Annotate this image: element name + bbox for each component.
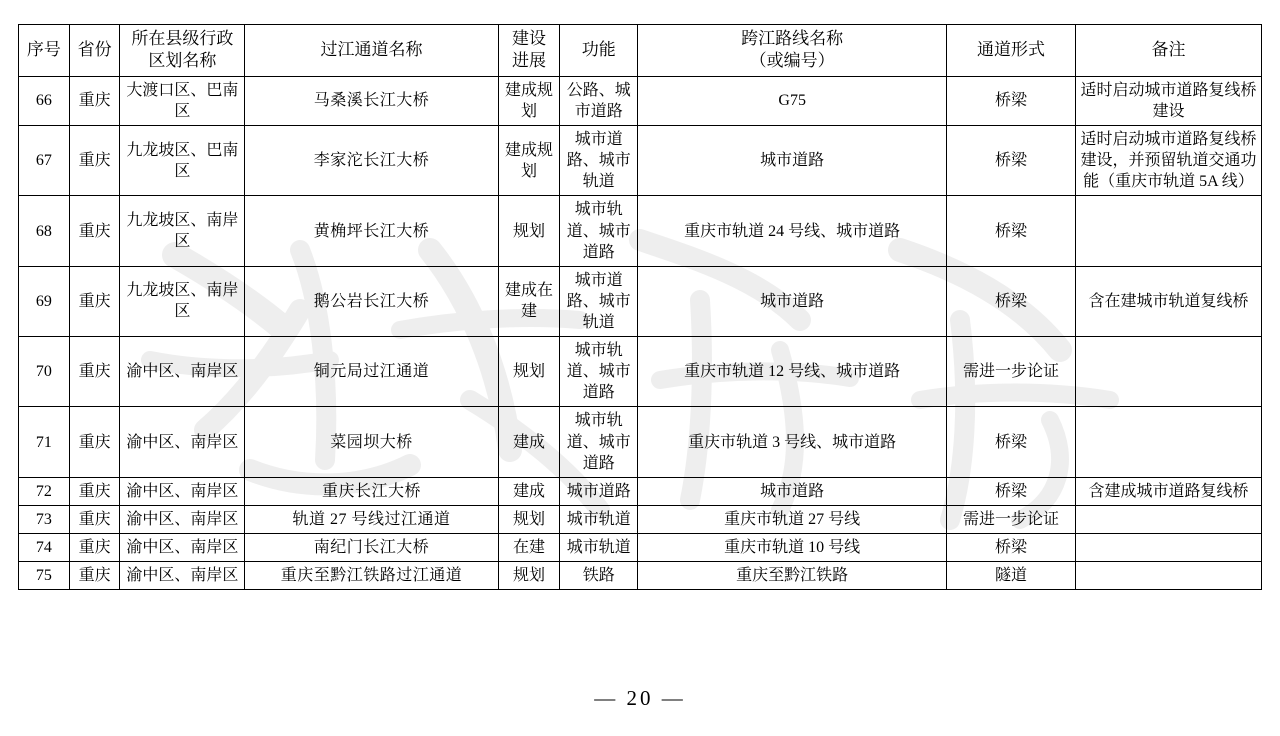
cell-remark — [1075, 196, 1261, 266]
cell-route: 重庆市轨道 24 号线、城市道路 — [638, 196, 947, 266]
cell-form: 隧道 — [946, 562, 1075, 590]
cell-function: 铁路 — [560, 562, 638, 590]
cell-province: 重庆 — [69, 76, 120, 125]
cell-name: 黄桷坪长江大桥 — [245, 196, 499, 266]
cell-function: 城市轨道、城市道路 — [560, 407, 638, 477]
header-county-line1: 所在县级行政 — [131, 29, 234, 48]
cell-province: 重庆 — [69, 533, 120, 561]
cell-function: 城市道路、城市轨道 — [560, 266, 638, 336]
cell-progress: 建成 — [498, 477, 559, 505]
cell-remark: 含在建城市轨道复线桥 — [1075, 266, 1261, 336]
header-route-line1: 跨江路线名称 — [741, 29, 844, 48]
header-remark: 备注 — [1075, 25, 1261, 77]
header-county-line2: 区划名称 — [148, 51, 217, 71]
table-row — [19, 126, 1262, 196]
cell-function: 城市轨道、城市道路 — [560, 196, 638, 266]
table-row — [19, 407, 1262, 477]
cell-county: 九龙坡区、南岸区 — [120, 266, 245, 336]
cell-form: 桥梁 — [946, 266, 1075, 336]
table-row — [19, 505, 1262, 533]
cell-name: 重庆至黔江铁路过江通道 — [245, 562, 499, 590]
table-row — [19, 196, 1262, 266]
cell-seq: 68 — [19, 196, 70, 266]
cell-name: 菜园坝大桥 — [245, 407, 499, 477]
cell-function: 城市道路、城市轨道 — [560, 126, 638, 196]
cell-function: 城市轨道 — [560, 505, 638, 533]
cell-route: 重庆市轨道 3 号线、城市道路 — [638, 407, 947, 477]
table-row — [19, 477, 1262, 505]
cell-name: 马桑溪长江大桥 — [245, 76, 499, 125]
header-route — [638, 25, 947, 77]
cell-county: 渝中区、南岸区 — [120, 533, 245, 561]
cell-remark: 含建成城市道路复线桥 — [1075, 477, 1261, 505]
cell-form: 需进一步论证 — [946, 337, 1075, 407]
cell-county: 九龙坡区、巴南区 — [120, 126, 245, 196]
cell-province: 重庆 — [69, 505, 120, 533]
cell-county: 渝中区、南岸区 — [120, 477, 245, 505]
header-province: 省份 — [69, 25, 120, 77]
header-crossing-name: 过江通道名称 — [245, 25, 499, 77]
cell-function: 公路、城市道路 — [560, 76, 638, 125]
cell-county: 渝中区、南岸区 — [120, 337, 245, 407]
cell-province: 重庆 — [69, 477, 120, 505]
cell-remark: 适时启动城市道路复线桥建设，并预留轨道交通功能（重庆市轨道 5A 线） — [1075, 126, 1261, 196]
cell-county: 渝中区、南岸区 — [120, 407, 245, 477]
cell-name: 轨道 27 号线过江通道 — [245, 505, 499, 533]
cell-progress: 在建 — [498, 533, 559, 561]
cell-county: 渝中区、南岸区 — [120, 562, 245, 590]
cell-county: 渝中区、南岸区 — [120, 505, 245, 533]
cell-remark — [1075, 533, 1261, 561]
cell-seq: 70 — [19, 337, 70, 407]
cell-form: 桥梁 — [946, 477, 1075, 505]
cell-form: 桥梁 — [946, 126, 1075, 196]
cell-function: 城市轨道 — [560, 533, 638, 561]
cell-function: 城市轨道、城市道路 — [560, 337, 638, 407]
cell-progress: 规划 — [498, 562, 559, 590]
cell-route: 城市道路 — [638, 126, 947, 196]
cell-route: 重庆市轨道 27 号线 — [638, 505, 947, 533]
cell-seq: 75 — [19, 562, 70, 590]
cell-province: 重庆 — [69, 196, 120, 266]
cell-form: 需进一步论证 — [946, 505, 1075, 533]
page-number: — 20 — — [594, 686, 686, 710]
cell-province: 重庆 — [69, 266, 120, 336]
cell-name: 铜元局过江通道 — [245, 337, 499, 407]
cell-remark — [1075, 337, 1261, 407]
cell-form: 桥梁 — [946, 407, 1075, 477]
table-row — [19, 562, 1262, 590]
cell-progress: 建成规划 — [498, 126, 559, 196]
header-county — [120, 25, 245, 77]
cell-progress: 建成在建 — [498, 266, 559, 336]
cell-route: 重庆市轨道 10 号线 — [638, 533, 947, 561]
cell-province: 重庆 — [69, 126, 120, 196]
header-seq: 序号 — [19, 25, 70, 77]
cell-progress: 规划 — [498, 505, 559, 533]
cell-progress: 建成规划 — [498, 76, 559, 125]
cell-province: 重庆 — [69, 337, 120, 407]
cell-remark — [1075, 505, 1261, 533]
cell-seq: 66 — [19, 76, 70, 125]
cell-progress: 建成 — [498, 407, 559, 477]
table-row — [19, 533, 1262, 561]
cell-form: 桥梁 — [946, 196, 1075, 266]
cell-seq: 67 — [19, 126, 70, 196]
header-function: 功能 — [560, 25, 638, 77]
cell-seq: 72 — [19, 477, 70, 505]
cell-route: G75 — [638, 76, 947, 125]
table-row — [19, 337, 1262, 407]
cell-form: 桥梁 — [946, 533, 1075, 561]
cell-progress: 规划 — [498, 337, 559, 407]
table-body — [19, 76, 1262, 589]
cell-province: 重庆 — [69, 562, 120, 590]
cell-county: 大渡口区、巴南区 — [120, 76, 245, 125]
cell-route: 重庆至黔江铁路 — [638, 562, 947, 590]
cell-route: 城市道路 — [638, 477, 947, 505]
cell-seq: 71 — [19, 407, 70, 477]
header-form: 通道形式 — [946, 25, 1075, 77]
table-row — [19, 76, 1262, 125]
cell-remark: 适时启动城市道路复线桥建设 — [1075, 76, 1261, 125]
cell-route: 城市道路 — [638, 266, 947, 336]
cell-form: 桥梁 — [946, 76, 1075, 125]
table-header-row — [19, 25, 1262, 77]
cell-seq: 69 — [19, 266, 70, 336]
cell-province: 重庆 — [69, 407, 120, 477]
cell-remark — [1075, 562, 1261, 590]
cell-name: 李家沱长江大桥 — [245, 126, 499, 196]
table-row — [19, 266, 1262, 336]
header-route-line2: （或编号） — [749, 51, 835, 71]
header-progress-line1: 建设 — [512, 29, 546, 48]
header-progress-line2: 进展 — [512, 51, 546, 71]
cell-seq: 74 — [19, 533, 70, 561]
cell-progress: 规划 — [498, 196, 559, 266]
cell-county: 九龙坡区、南岸区 — [120, 196, 245, 266]
river-crossing-table — [18, 24, 1262, 590]
cell-function: 城市道路 — [560, 477, 638, 505]
cell-remark — [1075, 407, 1261, 477]
cell-name: 鹅公岩长江大桥 — [245, 266, 499, 336]
cell-name: 南纪门长江大桥 — [245, 533, 499, 561]
cell-route: 重庆市轨道 12 号线、城市道路 — [638, 337, 947, 407]
header-progress — [498, 25, 559, 77]
cell-seq: 73 — [19, 505, 70, 533]
cell-name: 重庆长江大桥 — [245, 477, 499, 505]
